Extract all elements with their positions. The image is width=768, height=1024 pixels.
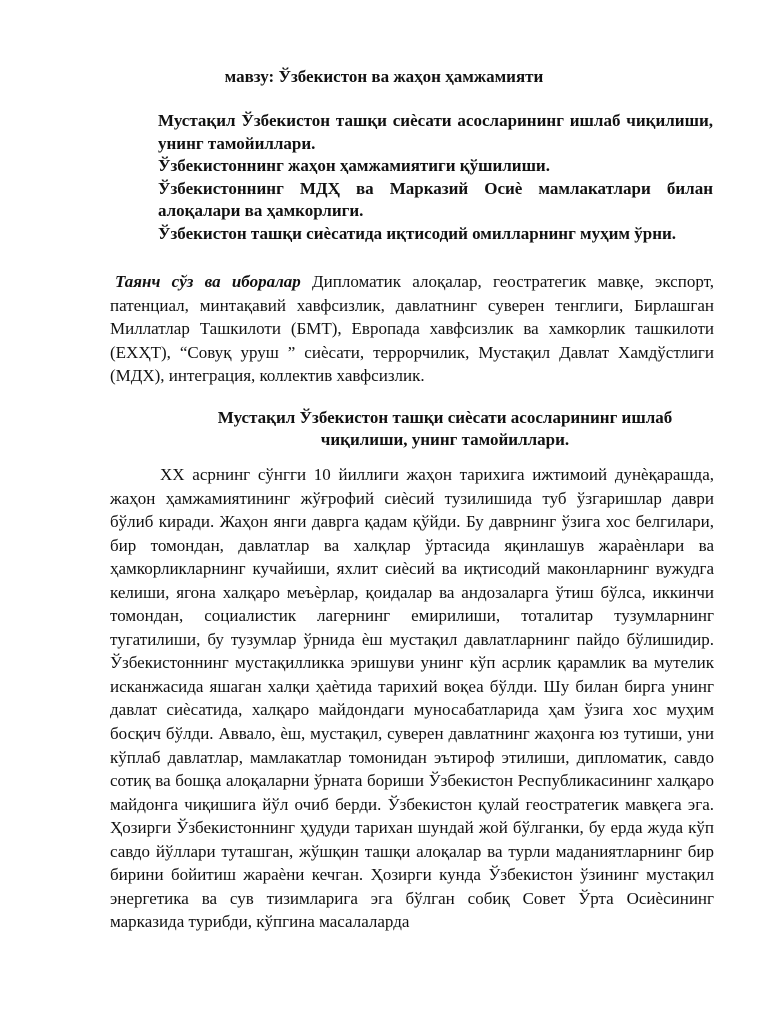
section-heading: Мустақил Ўзбекистон ташқи сиѐсати асосларининг ишлаб чиқилиши, унинг тамойиллари. [217,408,673,449]
plan-item: Ўзбекистоннинг МДҲ ва Марказий Осиѐ мамлакатлари билан алоқалари ва ҳамкорлиги. [158,178,713,220]
topic-plan-list [158,110,713,245]
plan-item: Ўзбекистоннинг жаҳон ҳамжамиятиги қўшилиши. [158,156,550,175]
document-title: мавзу: Ўзбекистон ва жаҳон ҳамжамияти [224,67,544,86]
keywords-text: Дипломатик алоқалар, геостратегик мавқе, экспорт, патенциал, минтақавий хавфсизлик, давлатнинг суверен тенглиги, Бирлашган Миллатлар Ташкилоти (БМТ), Европада хавфсизлик ва хамкорлик ташкилоти (ЕХҲТ), “Совуқ уруш ” сиѐсати, террорчилик, Мустақил Давлат Хамдўстлиги (МДХ), интеграция, коллектив хавфсизлик. [110,272,714,385]
keywords-paragraph [110,270,714,388]
plan-item: Мустақил Ўзбекистон ташқи сиѐсати асосларининг ишлаб чиқилиши, унинг тамойиллари. [158,111,713,153]
body-paragraph: XX асрнинг сўнгги 10 йиллиги жаҳон тарихига ижтимоий дунѐқарашда, жаҳон ҳамжамиятининг жўғрофий сиѐсий тузилишида туб ўзгаришлар даври бўлиб киради. Жаҳон янги даврга қадам қўйди. Бу даврнинг ўзига хос белгилари, бир томондан, давлатлар ва халқлар ўртасида яқинлашув жараѐнлари ва ҳамкорликларнинг кучайиши, яхлит сиѐсий ва иқтисодий маконларнинг вужудга келиши, ягона халқаро меъѐрлар, қоидалар ва андозаларга ўтиш бўлса, иккинчи томондан, социалистик лагернинг емирилиши, тоталитар тузумларнинг тугатилиши, бу тузумлар ўрнида ѐш мустақил давлатларнинг пайдо бўлишидир. Ўзбекистоннинг мустақилликка эришуви унинг кўп асрлик қарамлик ва мутелик исканжасида яшаган халқи ҳаѐтида тарихий воқеа бўлди. Шу билан бирга унинг давлат сиѐсатида, халқаро майдондаги муносабатларида ҳам ўзига хос муҳим босқич бўлди. Аввало, ѐш, мустақил, суверен давлатнинг жаҳонга юз тутиши, уни кўплаб давлатлар, мамлакатлар томонидан эътироф этилиши, дипломатик, савдо сотиқ ва бошқа алоқаларни ўрната бориши Ўзбекистон Республикасининг халқаро майдонга чиқишига йўл очиб берди. Ўзбекистон қулай геостратегик мавқега эга. Ҳозирги Ўзбекистоннинг ҳудуди тарихан шундай жой бўлганки, бу ерда жуда кўп савдо йўллари туташган, жўшқин ташқи алоқалар ва турли маданиятларнинг бир бирини бойитиш жараѐни кечган. Ҳозирги кунда Ўзбекистон ўзининг мустақил энергетика ва сув тизимларига эга бўлган собиқ Совет Ўрта Осиѐсининг марказида турибди, кўпгина масалаларда [110,465,714,932]
plan-item: Ўзбекистон ташқи сиѐсатида иқтисодий омилларнинг муҳим ўрни. [158,223,677,243]
keywords-label: Таянч сўз ва иборалар [115,272,301,291]
